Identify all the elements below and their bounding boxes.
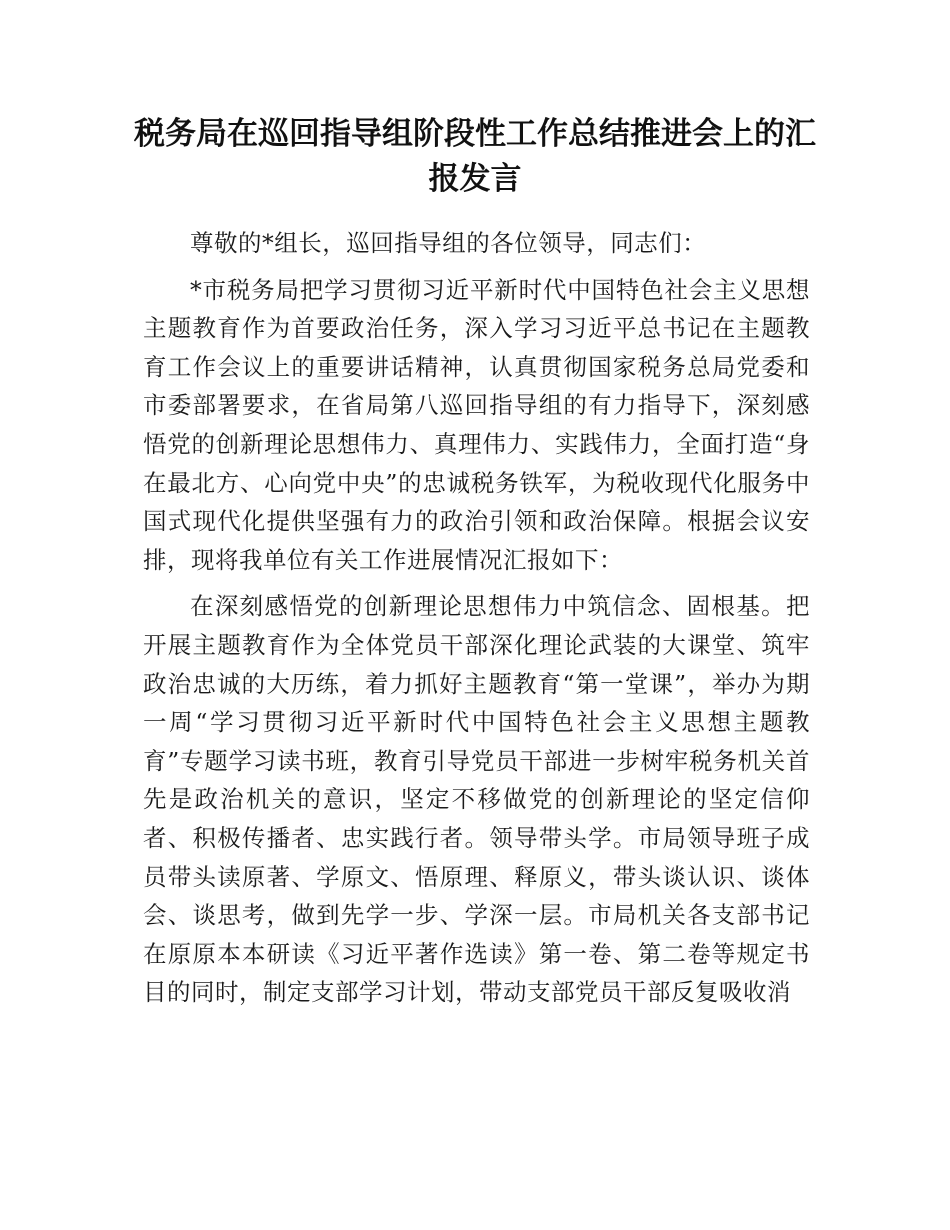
body-paragraph: 在深刻感悟党的创新理论思想伟力中筑信念、固根基。把开展主题教育作为全体党员干部深化理论武装的大课堂、筑牢政治忠诚的大历练，着力抓好主题教育“第一堂课”，举办为期一周“学习贯彻习近平新时代中国特色社会主义思想主题教育”专题学习读书班，教育引导党员干部进一步树牢税务机关首先是政治机关的意识，坚定不移做党的创新理论的坚定信仰者、积极传播者、忠实践行者。领导带头学。市局领导班子成员带头读原著、学原文、悟原理、释原义，带头谈认识、谈体会、谈思考，做到先学一步、学深一层。市局机关各支部书记在原原本本研读《习近平著作选读》第一卷、第二卷等规定书目的同时，制定支部学习计划，带动支部党员干部反复吸收消 [143,592,810,1007]
document-body [143,224,810,1020]
document-title: 税务局在巡回指导组阶段性工作总结推进会上的汇报发言 [134,116,816,197]
intro-paragraph: *市税务局把学习贯彻习近平新时代中国特色社会主义思想主题教育作为首要政治任务，深入学习习近平总书记在主题教育工作会议上的重要讲话精神，认真贯彻国家税务总局党委和市委部署要求，在省局第八巡回指导组的有力指导下，深刻感悟党的创新理论思想伟力、真理伟力、实践伟力，全面打造“身在最北方、心向党中央”的忠诚税务铁军，为税收现代化服务中国式现代化提供坚强有力的政治引领和政治保障。根据会议安排，现将我单位有关工作进展情况汇报如下： [143,275,810,574]
salutation-paragraph: 尊敬的*组长，巡回指导组的各位领导，同志们： [190,229,707,257]
